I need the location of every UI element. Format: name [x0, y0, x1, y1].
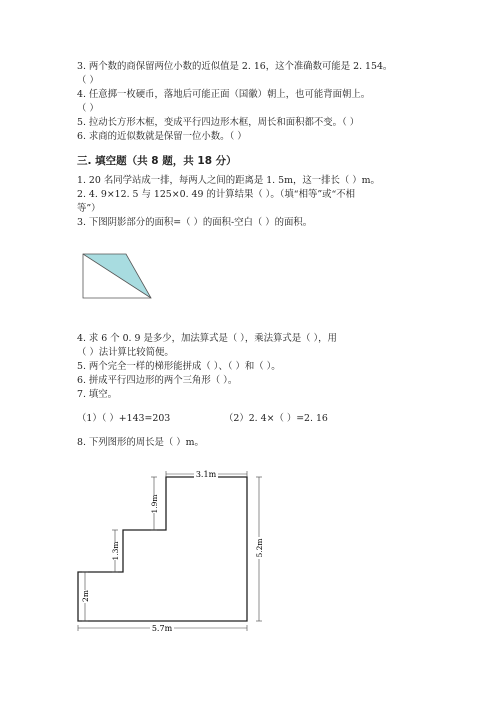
judgement-q4-line1: 4. 任意掷一枚硬币，落地后可能正面（国徽）朝上，也可能背面朝上。 — [77, 89, 371, 100]
fill-q3: 3. 下图阴影部分的面积=（ ）的面积-空白（ ）的面积。 — [77, 217, 313, 228]
label-step-upper: 1.9m — [150, 494, 159, 514]
judgement-q3-answer: （ ） — [77, 75, 99, 86]
judgement-q6: 6. 求商的近似数就是保留一位小数。（ ） — [77, 131, 247, 142]
fill-q4-line2: （ ）法计算比较简便。 — [77, 347, 174, 358]
judgement-q4-answer: （ ） — [77, 103, 99, 114]
staircase-figure — [70, 465, 280, 640]
fill-q7-eq2: （2）2. 4×（ ）=2. 16 — [224, 413, 328, 424]
fill-q8: 8. 下列图形的周长是（ ）m。 — [77, 437, 204, 448]
fill-q4-line1: 4. 求 6 个 0. 9 是多少，加法算式是（ ），乘法算式是（ ），用 — [77, 333, 337, 344]
staircase-outline — [78, 477, 247, 621]
fill-q2-line2: 等”） — [77, 203, 101, 214]
fill-q5: 5. 两个完全一样的梯形能拼成（ ）、（ ）和（ ）。 — [77, 361, 281, 372]
fill-q7: 7. 填空。 — [77, 389, 118, 400]
trapezoid-figure — [80, 250, 158, 302]
fill-q2-line1: 2. 4. 9×12. 5 与 125×0. 49 的计算结果（ ）。（填“相等”或“不相 — [77, 189, 356, 200]
label-step-lower: 1.3m — [111, 541, 120, 561]
section-heading: 三. 填空题（共 8 题，共 18 分） — [77, 155, 237, 167]
label-left: 2m — [81, 590, 90, 602]
label-top: 3.1m — [195, 470, 217, 479]
judgement-q5: 5. 拉动长方形木框，变成平行四边形木框，周长和面积都不变。（ ） — [77, 117, 360, 128]
judgement-q3-line1: 3. 两个数的商保留两位小数的近似值是 2. 16，这个准确数可能是 2. 154。 — [77, 61, 393, 72]
label-right: 5.2m — [255, 538, 264, 558]
label-bottom: 5.7m — [151, 624, 173, 633]
fill-q7-eq1: （1）（ ）+143=203 — [77, 413, 171, 424]
fill-q6: 6. 拼成平行四边形的两个三角形（ ）。 — [77, 375, 238, 386]
fill-q1: 1. 20 名同学站成一排，每两人之间的距离是 1. 5m，这一排长（ ）m。 — [77, 175, 380, 186]
